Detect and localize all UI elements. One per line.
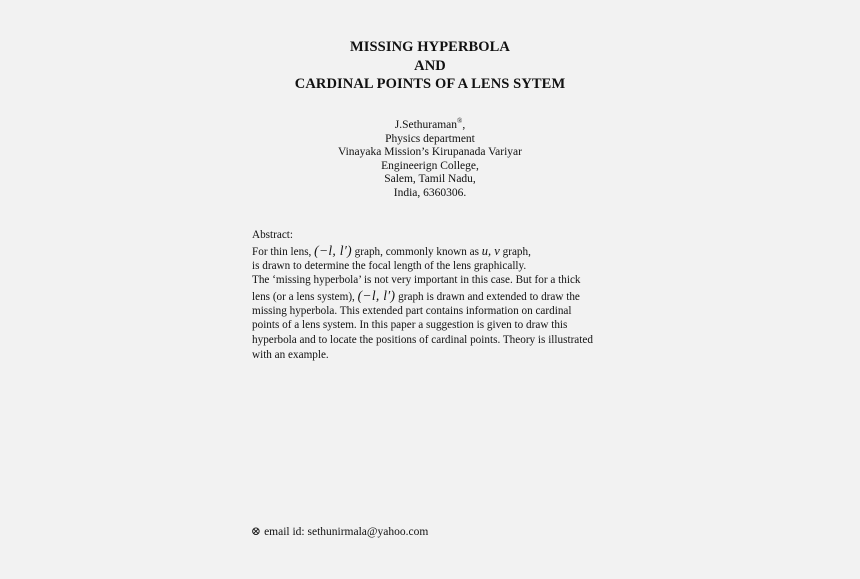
math-expression: (−l, l′) <box>357 287 396 303</box>
author-block <box>0 119 860 201</box>
abstract-line: The ‘missing hyperbola’ is not very important in this case. But for a thick <box>252 274 581 287</box>
author-name-suffix: , <box>462 119 466 131</box>
abstract-heading: Abstract: <box>252 229 294 241</box>
abstract-line: hyperbola and to locate the positions of cardinal points. Theory is illustrated <box>252 333 593 346</box>
author-name: J.Sethuraman <box>394 119 458 131</box>
author-affiliation-line: India, 6360306. <box>393 186 467 199</box>
paper-title <box>0 38 860 94</box>
author-footnote-mark: ® <box>457 117 463 125</box>
abstract-text: For thin lens, <box>252 245 315 258</box>
author-affiliation-line: Salem, Tamil Nadu, <box>384 173 476 186</box>
abstract-text: lens (or a lens system), <box>252 290 358 303</box>
footnote <box>251 524 428 539</box>
abstract-line: missing hyperbola. This extended part contains information on cardinal <box>252 304 572 317</box>
abstract-line <box>252 243 622 259</box>
author-affiliation-line: Physics department <box>385 132 475 145</box>
math-expression: u, v <box>481 243 500 258</box>
abstract-text: graph, commonly known as <box>351 245 482 258</box>
footnote-email: email id: sethunirmala@yahoo.com <box>264 526 429 538</box>
author-affiliation-line: Vinayaka Mission’s Kirupanada Variyar <box>337 146 522 159</box>
title-line-3: CARDINAL POINTS OF A LENS SYTEM <box>294 76 566 92</box>
abstract-text: graph is drawn and extended to draw the <box>395 290 580 303</box>
title-line-2: AND <box>414 57 446 74</box>
author-affiliation-line: Engineerign College, <box>381 159 479 172</box>
footnote-symbol-icon: ⊗ <box>251 524 262 538</box>
title-line-1: MISSING HYPERBOLA <box>349 39 511 55</box>
math-expression: (−l, l′) <box>314 242 352 258</box>
abstract-line: with an example. <box>252 348 329 361</box>
abstract-line: is drawn to determine the focal length of the lens graphically. <box>252 259 527 272</box>
abstract <box>252 228 622 362</box>
abstract-text: graph, <box>499 245 531 258</box>
abstract-line <box>252 288 622 304</box>
author-name-line <box>0 119 860 133</box>
abstract-line: points of a lens system. In this paper a suggestion is given to draw this <box>252 319 568 332</box>
